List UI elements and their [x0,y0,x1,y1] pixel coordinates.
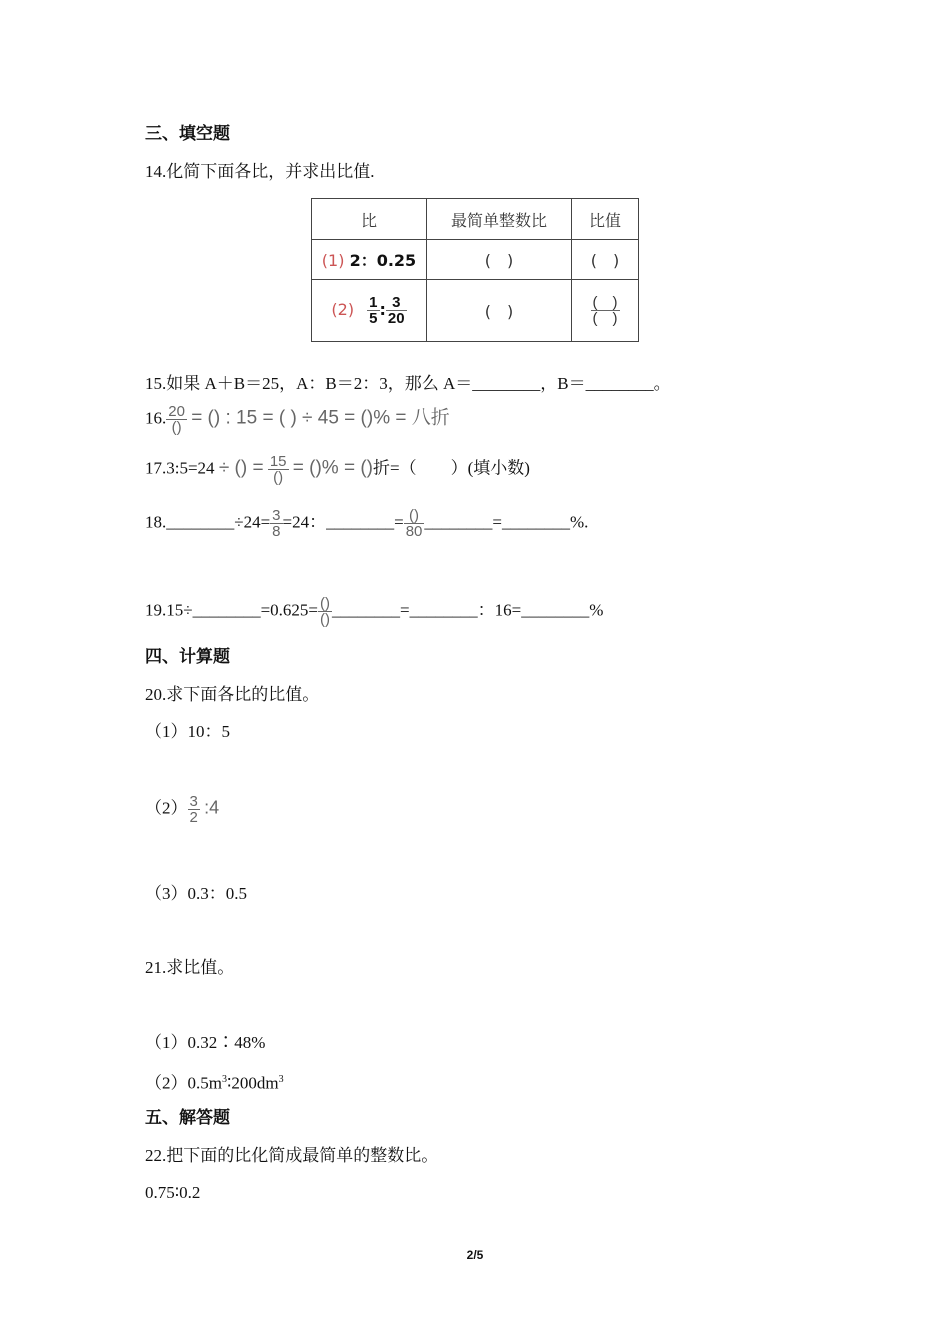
question-22-1: 0.75∶0.2 [145,1183,201,1202]
question-22: 22.把下面的比化简成最简单的整数比。 [145,1146,439,1165]
table-header-ratio: 比 [312,199,427,240]
question-20-3: （3）0.3：0.5 [145,884,247,903]
ratio-separator: : [379,300,386,319]
ratio-table [311,198,639,342]
fraction: $\frac{3}{20}$ [387,294,405,327]
fraction: $\frac{3}{8}$ [272,507,281,540]
question-text: =24：________= [282,512,404,532]
equation-image-text: ÷ () = [218,457,264,479]
question-14: 14.化简下面各比，并求出比值. [145,162,375,181]
section-heading-answer: 五、解答题 [145,1108,230,1128]
question-17 [145,454,530,485]
question-text: 17.3:5=24 [145,458,215,478]
table-cell-value: ( ) [572,240,639,280]
question-21: 21.求比值。 [145,958,235,977]
fraction: $\frac{3}{2}$ [189,793,198,826]
fraction: $\frac{1}{5}$ [369,294,378,327]
equation-image-text: = () : 15 = ( ) ÷ 45 = ()% = 八折 [191,407,450,429]
item-label: （2） [145,798,188,818]
question-20-2 [145,794,219,825]
question-15: 15.如果 A＋B＝25，A：B＝2：3，那么 A＝________，B＝________。 [145,374,671,393]
question-text: 折=（ ）(填小数) [372,458,530,478]
question-20: 20.求下面各比的比值。 [145,685,320,704]
question-21-2: $(2)0.5m^3∶200dm^3$ [145,1073,284,1093]
fraction: $\frac{15}{()}$ [269,453,287,486]
question-text: ________=________：16=________% [332,600,604,620]
section-heading-fill-in: 三、填空题 [145,124,230,144]
table-cell-ratio [312,280,427,342]
question-text: ________=________%. [424,512,589,532]
question-number: 16. [145,408,167,428]
question-21-1: （1）0.32∶48% [145,1033,266,1052]
section-heading-calculation: 四、计算题 [145,647,230,667]
table-cell-ratio [312,240,427,280]
table-header-simplest: 最简单整数比 [427,199,572,240]
question-16 [145,404,450,435]
question-18 [145,508,588,539]
row-label: (1) [321,251,345,270]
question-20-1: （1）10：5 [145,722,230,741]
table-row [312,240,639,280]
ratio-rest: :4 [204,797,220,818]
fraction: $\frac{20}{()}$ [168,403,185,436]
question-text: 18.________÷24= [145,512,271,532]
table-header-value: 比值 [572,199,639,240]
equation-image-text: = ()% = () [292,457,373,479]
table-cell-simplest: ( ) [427,240,572,280]
fraction: $\frac{()}{()}$ [320,595,331,628]
blank-fraction: $\frac{( )}{( )}$ [592,294,618,327]
table-cell-value [572,280,639,342]
question-text: 19.15÷________=0.625= [145,600,319,620]
ratio-value: 2：0.25 [349,251,417,270]
table-row [312,280,639,342]
page-number: 2/5 [466,1248,484,1262]
question-19 [145,596,603,627]
table-cell-simplest: ( ) [427,280,572,342]
fraction: $\frac{()}{80}$ [405,507,423,540]
row-label: (2) [331,300,355,319]
